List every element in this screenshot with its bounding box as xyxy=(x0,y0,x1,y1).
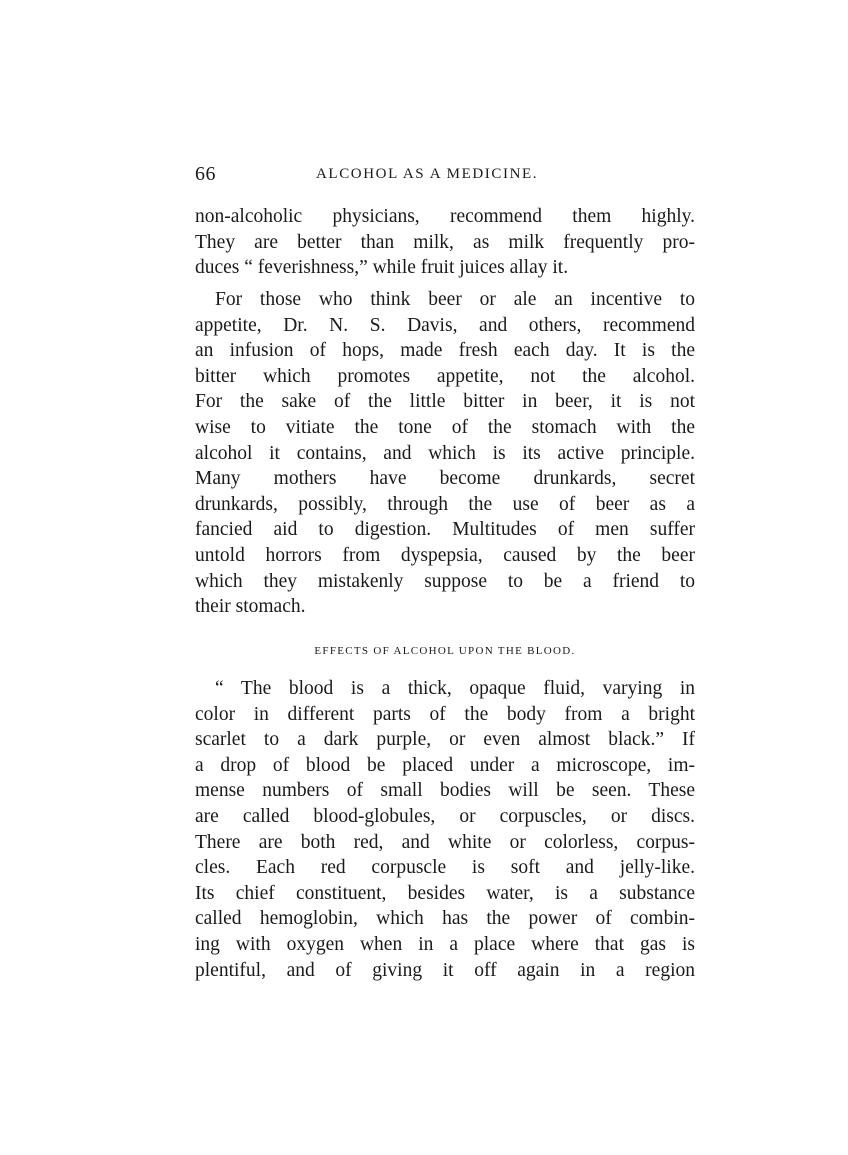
text-line: a drop of blood be placed under a microscope, im- xyxy=(195,754,695,776)
paragraph-blood xyxy=(195,676,695,983)
paragraph-hops xyxy=(195,287,695,620)
text-line: scarlet to a dark purple, or even almost black.” If xyxy=(195,729,695,751)
text-line: wise to vitiate the tone of the stomach with the xyxy=(195,416,695,438)
text-line: untold horrors from dyspepsia, caused by the beer xyxy=(195,544,695,566)
text-line: They are better than milk, as milk frequently pro- xyxy=(195,231,695,253)
text-line: drunkards, possibly, through the use of beer as a xyxy=(195,493,695,515)
text-line: called hemoglobin, which has the power of combin- xyxy=(195,908,695,930)
text-line: ing with oxygen when in a place where that gas is xyxy=(195,933,695,955)
text-line: color in different parts of the body from a bright xyxy=(195,703,695,725)
text-line: For the sake of the little bitter in beer, it is not xyxy=(195,391,695,413)
section-heading: EFFECTS OF ALCOHOL UPON THE BLOOD. xyxy=(314,645,576,657)
text-line: non-alcoholic physicians, recommend them highly. xyxy=(195,206,695,227)
text-line: are called blood-globules, or corpuscles, or discs. xyxy=(195,805,695,827)
text-line: their stomach. xyxy=(195,596,306,618)
text-line: mense numbers of small bodies will be seen. These xyxy=(195,780,695,802)
text-line: There are both red, and white or colorless, corpus- xyxy=(195,831,695,853)
text-line: fancied aid to digestion. Multitudes of men suffer xyxy=(195,519,695,541)
text-line: duces “ feverishness,” while fruit juices allay it. xyxy=(195,257,569,279)
text-line: For those who think beer or ale an incentive to xyxy=(215,289,695,310)
page-number: 66 xyxy=(195,163,216,185)
text-line: an infusion of hops, made fresh each day. It is the xyxy=(195,340,695,362)
text-line: alcohol it contains, and which is its active principle. xyxy=(195,442,695,464)
text-line: plentiful, and of giving it off again in a region xyxy=(195,959,695,981)
running-title: ALCOHOL AS A MEDICINE. xyxy=(316,166,539,182)
running-head xyxy=(195,163,695,189)
paragraph-continuation xyxy=(195,204,695,281)
text-line: which they mistakenly suppose to be a friend to xyxy=(195,570,695,592)
text-line: Many mothers have become drunkards, secret xyxy=(195,468,695,490)
text-line: Its chief constituent, besides water, is a substance xyxy=(195,882,695,904)
text-line: bitter which promotes appetite, not the alcohol. xyxy=(195,365,695,387)
text-line: “ The blood is a thick, opaque fluid, varying in xyxy=(215,678,695,699)
text-line: appetite, Dr. N. S. Davis, and others, recommend xyxy=(195,314,695,336)
text-line: cles. Each red corpuscle is soft and jelly-like. xyxy=(195,857,695,879)
